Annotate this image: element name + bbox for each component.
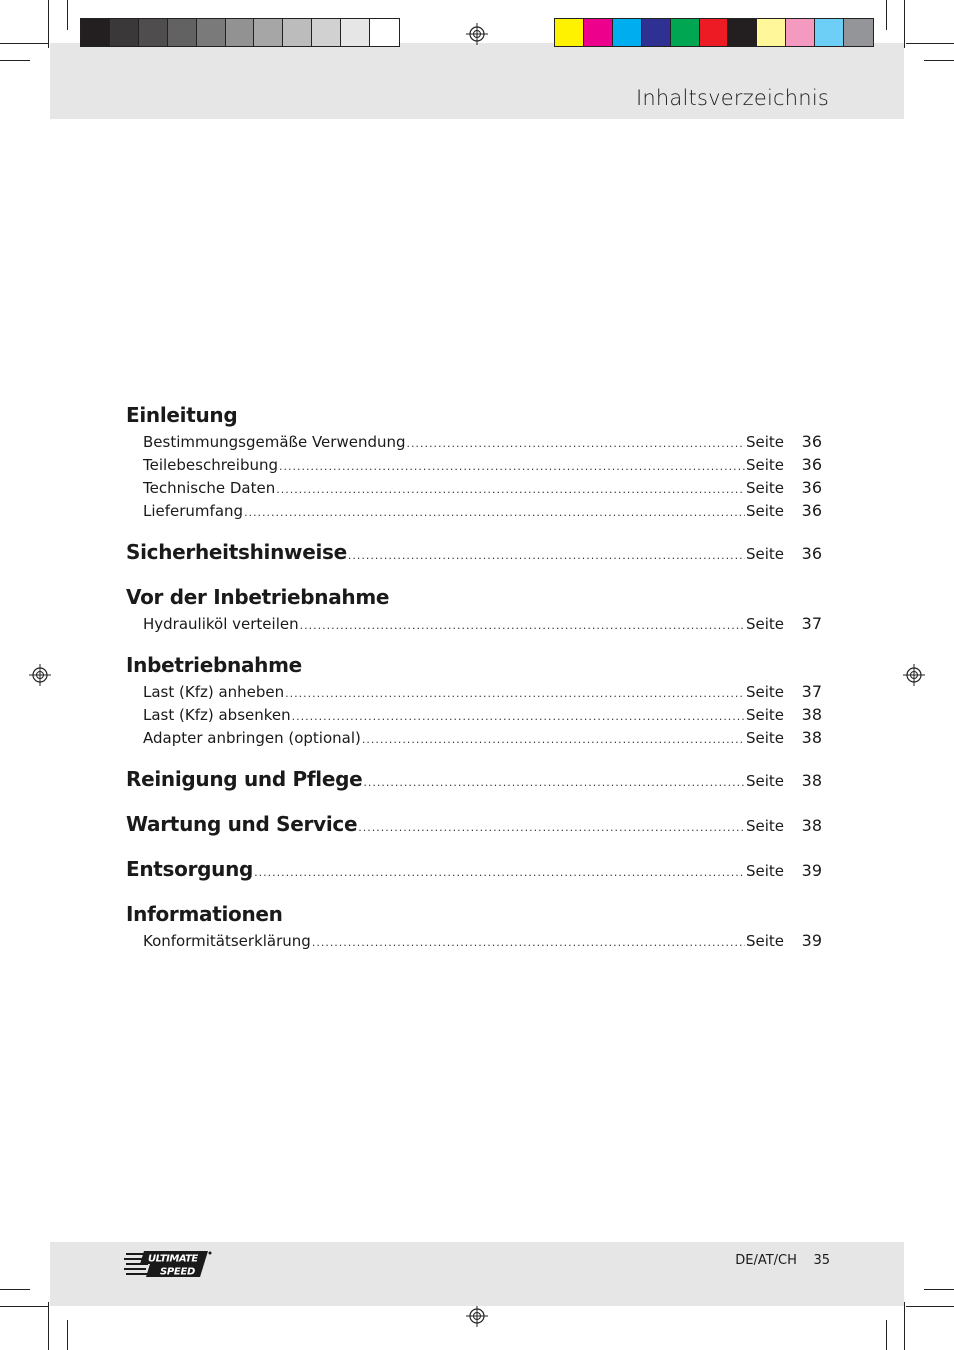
color-swatch bbox=[555, 19, 584, 46]
registration-mark-icon bbox=[903, 664, 925, 686]
color-swatch bbox=[81, 19, 110, 46]
color-swatch bbox=[341, 19, 370, 46]
toc-leader-dots bbox=[276, 478, 745, 501]
toc-page-word: Seite bbox=[746, 772, 785, 790]
toc-section-title: Sicherheitshinweise bbox=[126, 540, 347, 564]
color-swatch bbox=[168, 19, 197, 46]
toc-page-word: Seite bbox=[746, 706, 785, 724]
ultimate-speed-logo-icon bbox=[124, 1249, 214, 1279]
page-title: Inhaltsverzeichnis bbox=[636, 86, 829, 110]
color-calibration-bar bbox=[554, 18, 874, 47]
toc-item-label: Hydrauliköl verteilen bbox=[143, 615, 299, 633]
color-swatch bbox=[815, 19, 844, 46]
color-swatch bbox=[642, 19, 671, 46]
toc-leader-dots bbox=[279, 455, 745, 478]
toc-page-word: Seite bbox=[746, 683, 785, 701]
toc-item-label: Technische Daten bbox=[143, 479, 276, 497]
color-swatch bbox=[757, 19, 786, 46]
toc-section-title: Einleitung bbox=[126, 403, 238, 427]
color-swatch bbox=[584, 19, 613, 46]
toc-leader-dots bbox=[292, 705, 745, 728]
color-swatch bbox=[370, 19, 399, 46]
toc-page-word: Seite bbox=[746, 817, 785, 835]
toc-section-title: Vor der Inbetriebnahme bbox=[126, 585, 390, 609]
color-swatch bbox=[283, 19, 312, 46]
toc-leader-dots bbox=[312, 931, 745, 954]
toc-item bbox=[126, 476, 822, 499]
toc-page-number: 38 bbox=[801, 771, 822, 790]
toc-section-entry bbox=[126, 537, 822, 567]
toc-leader-dots bbox=[254, 858, 745, 888]
color-swatch bbox=[728, 19, 757, 46]
toc-leader-dots bbox=[300, 614, 745, 637]
toc-leader-dots bbox=[363, 768, 745, 798]
footer-locale: DE/AT/CH bbox=[735, 1253, 797, 1268]
toc-item-label: Lieferumfang bbox=[143, 502, 244, 520]
toc-page-word: Seite bbox=[746, 502, 785, 520]
footer-page-info bbox=[735, 1253, 830, 1268]
toc-page-word: Seite bbox=[746, 545, 785, 563]
color-swatch bbox=[139, 19, 168, 46]
toc-item bbox=[126, 453, 822, 476]
toc-item-label: Last (Kfz) absenken bbox=[143, 706, 291, 724]
toc-page-number: 37 bbox=[801, 614, 822, 633]
color-swatch bbox=[613, 19, 642, 46]
toc-leader-dots bbox=[285, 682, 745, 705]
toc-page-number: 36 bbox=[801, 432, 822, 451]
toc-section-title: Informationen bbox=[126, 902, 283, 926]
toc-page-number: 38 bbox=[801, 705, 822, 724]
grayscale-calibration-bar bbox=[80, 18, 400, 47]
toc-item bbox=[126, 703, 822, 726]
toc-section-entry bbox=[126, 809, 822, 839]
toc-leader-dots bbox=[244, 501, 745, 524]
registration-mark-icon bbox=[29, 664, 51, 686]
toc-item-label: Last (Kfz) anheben bbox=[143, 683, 285, 701]
toc-leader-dots bbox=[362, 728, 745, 751]
toc-section-title: Inbetriebnahme bbox=[126, 653, 302, 677]
toc-page-number: 37 bbox=[801, 682, 822, 701]
color-swatch bbox=[254, 19, 283, 46]
svg-text:ULTIMATE: ULTIMATE bbox=[148, 1253, 198, 1265]
color-swatch bbox=[110, 19, 139, 46]
color-swatch bbox=[700, 19, 729, 46]
toc-page-number: 39 bbox=[801, 931, 822, 950]
toc-page-word: Seite bbox=[746, 456, 785, 474]
toc-page-word: Seite bbox=[746, 479, 785, 497]
svg-text:SPEED: SPEED bbox=[160, 1266, 195, 1278]
toc-leader-dots bbox=[358, 813, 745, 843]
toc-item-label: Teilebeschreibung bbox=[143, 456, 279, 474]
toc-item-label: Adapter anbringen (optional) bbox=[143, 729, 361, 747]
color-swatch bbox=[197, 19, 226, 46]
toc-item bbox=[126, 612, 822, 635]
toc-page-word: Seite bbox=[746, 433, 785, 451]
toc-page-number: 36 bbox=[801, 501, 822, 520]
toc-page-number: 38 bbox=[801, 728, 822, 747]
toc-item bbox=[126, 680, 822, 703]
footer-page-number: 35 bbox=[813, 1253, 830, 1268]
color-swatch bbox=[786, 19, 815, 46]
toc-item bbox=[126, 726, 822, 749]
toc-item bbox=[126, 929, 822, 952]
toc-section-title: Wartung und Service bbox=[126, 812, 358, 836]
toc-page-word: Seite bbox=[746, 862, 785, 880]
toc-section-entry bbox=[126, 854, 822, 884]
color-swatch bbox=[844, 19, 873, 46]
color-swatch bbox=[312, 19, 341, 46]
toc-page-number: 39 bbox=[801, 861, 822, 880]
color-swatch bbox=[226, 19, 255, 46]
toc-item bbox=[126, 430, 822, 453]
toc-page-number: 36 bbox=[801, 544, 822, 563]
color-swatch bbox=[671, 19, 700, 46]
toc-page-number: 36 bbox=[801, 455, 822, 474]
toc-item bbox=[126, 499, 822, 522]
toc-section-entry bbox=[126, 764, 822, 794]
toc-page-word: Seite bbox=[746, 615, 785, 633]
toc-page-number: 36 bbox=[801, 478, 822, 497]
toc-item-label: Bestimmungsgemäße Verwendung bbox=[143, 433, 406, 451]
toc-section-title: Reinigung und Pflege bbox=[126, 767, 363, 791]
toc-page-number: 38 bbox=[801, 816, 822, 835]
toc-item-label: Konformitätserklärung bbox=[143, 932, 311, 950]
toc-page-word: Seite bbox=[746, 729, 785, 747]
toc-page-word: Seite bbox=[746, 932, 785, 950]
registration-mark-icon bbox=[466, 23, 488, 45]
table-of-contents bbox=[126, 400, 822, 952]
registration-mark-icon bbox=[466, 1305, 488, 1327]
toc-leader-dots bbox=[348, 541, 745, 571]
toc-leader-dots bbox=[407, 432, 745, 455]
toc-section-title: Entsorgung bbox=[126, 857, 254, 881]
